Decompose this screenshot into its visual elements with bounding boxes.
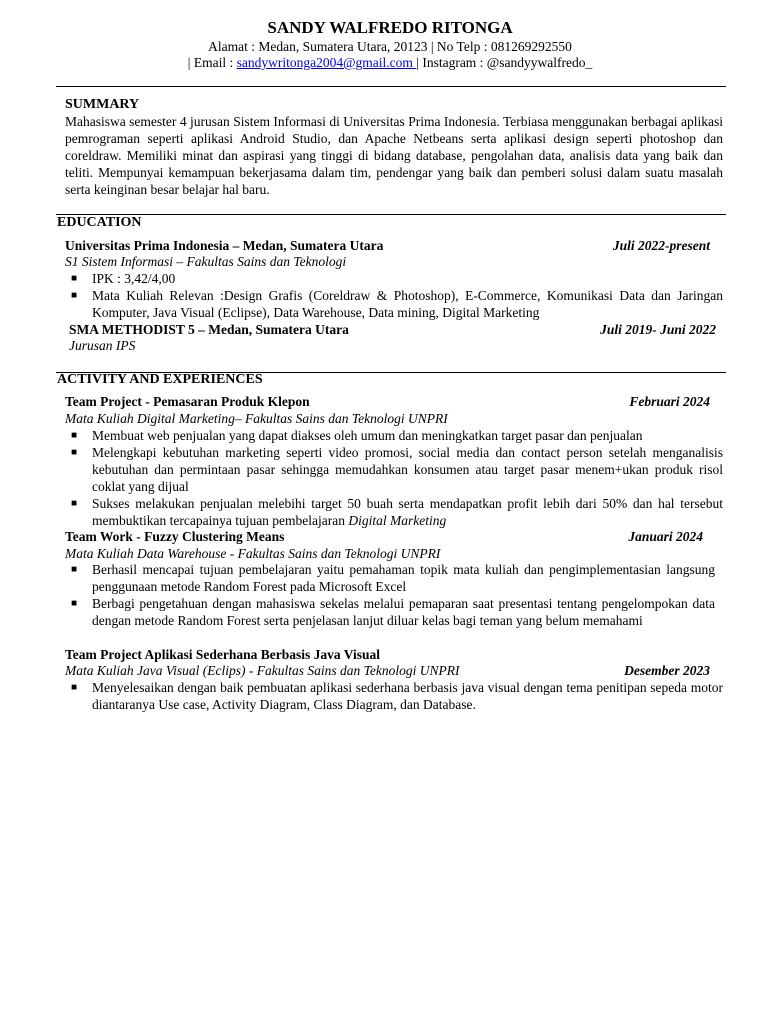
bullet-icon: ■	[71, 598, 78, 609]
institution-name: SMA METHODIST 5 – Medan, Sumatera Utara	[69, 322, 349, 337]
bullet-icon: ■	[71, 273, 78, 284]
activity-subtitle: Mata Kuliah Digital Marketing– Fakultas Sains dan Teknologi UNPRI	[65, 411, 448, 426]
institution-name: Universitas Prima Indonesia – Medan, Sumatera Utara	[65, 238, 384, 253]
activity-bullets	[65, 427, 723, 529]
activity-subtitle: Mata Kuliah Data Warehouse - Fakultas Sains dan Teknologi UNPRI	[65, 546, 441, 561]
education-date: Juli 2022-present	[612, 238, 710, 253]
contact-line: Alamat : Medan, Sumatera Utara, 20123 | No Telp : 081269292550	[208, 39, 572, 54]
education-date: Juli 2019- Juni 2022	[600, 322, 716, 337]
header-divider	[56, 86, 726, 87]
activity-title: Team Project Aplikasi Sederhana Berbasis Java Visual	[65, 647, 381, 662]
list-item: ■ Sukses melakukan penjualan melebihi target 50 buah serta mendapatkan profit lebih dari 50% dan hal tersebut membuktikan tercapainya tujuan pembelajaran Digital Marketing	[71, 496, 723, 528]
list-item: ■ Mata Kuliah Relevan :Design Grafis (Coreldraw & Photoshop), E-Commerce, Komunikasi Data dan Jaringan Komputer, Java Visual (Eclipse), Data Warehouse, Data mining, Digital Marketing	[71, 288, 723, 320]
summary-divider	[56, 214, 726, 215]
activity-date: Desember 2023	[624, 663, 710, 678]
list-item: ■ Membuat web penjualan yang dapat diakses oleh umum dan meningkatkan target pasar dan penjualan	[71, 428, 643, 443]
education-bullets	[65, 270, 723, 321]
activities-title: ACTIVITY AND EXPERIENCES	[57, 372, 263, 387]
email-link[interactable]: sandywritonga2004@gmail.com	[236, 55, 417, 70]
activity-bullets	[65, 679, 723, 713]
bullet-icon: ■	[71, 447, 78, 458]
list-item: ■ Berbagi pengetahuan dengan mahasiswa sekelas melalui pemaparan saat presentasi tentang pengelompokan data dengan metode Random Forest serta penjelasan lanjut diluar kelas bagi teman yang belum memahami	[71, 596, 715, 628]
summary-title: SUMMARY	[65, 97, 140, 112]
email-label: | Email :	[187, 55, 237, 70]
bullet-icon: ■	[71, 498, 78, 509]
activity-bullets	[65, 561, 715, 629]
activity-date: Januari 2024	[628, 529, 703, 544]
activity-subtitle: Mata Kuliah Java Visual (Eclips) - Fakultas Sains dan Teknologi UNPRI	[65, 663, 460, 678]
summary-text: Mahasiswa semester 4 jurusan Sistem Informasi di Universitas Prima Indonesia. Terbiasa menggunakan berbagai aplikasi pemrograman seperti aplikasi Android Studio, dan Apache Netbeans serta aplikasi design seperti photoshop dan coreldraw. Memiliki minat dan aspirasi yang tinggi di bidang database, pengolahan data, analisis data yang baik dan teliti. Mempunyai kemampuan bekerjasama dalam tim, pendengar yang baik dan pemberi solusi dalam suatu masalah serta keinginan besar belajar hal baru.	[65, 114, 723, 197]
activity-title: Team Project - Pemasaran Produk Klepon	[65, 394, 310, 409]
bullet-icon: ■	[71, 682, 78, 693]
bullet-icon: ■	[71, 430, 78, 441]
list-item: ■ Berhasil mencapai tujuan pembelajaran yaitu pemahaman topik mata kuliah dan pengimplementasian langsung penggunaan metode Random Forest pada Microsoft Excel	[71, 562, 715, 594]
bullet-icon: ■	[71, 564, 78, 575]
contact-line-2	[0, 54, 768, 71]
degree-subtitle: Jurusan IPS	[69, 338, 136, 353]
list-item: ■ IPK : 3,42/4,00	[71, 271, 176, 286]
bullet-icon: ■	[71, 290, 78, 301]
list-item: ■ Menyelesaikan dengan baik pembuatan aplikasi sederhana berbasis java visual dengan tema penitipan sepeda motor diantaranya Use case, Activity Diagram, Class Diagram, dan Database.	[71, 680, 723, 712]
degree-subtitle: S1 Sistem Informasi – Fakultas Sains dan Teknologi	[65, 254, 347, 269]
activity-date: Februari 2024	[629, 394, 710, 409]
education-title: EDUCATION	[57, 215, 142, 230]
list-item: ■ Melengkapi kebutuhan marketing seperti video promosi, social media dan contact person setelah menganalisis kebutuhan dan permintaan pasar sehingga memudahkan konsumen atau target pasar menem+ukan produk risol coklat yang dijual	[71, 445, 723, 494]
activity-title: Team Work - Fuzzy Clustering Means	[65, 529, 285, 544]
instagram-text: | Instagram : @sandyywalfredo_	[416, 55, 593, 70]
resume-name: SANDY WALFREDO RITONGA	[267, 18, 513, 37]
